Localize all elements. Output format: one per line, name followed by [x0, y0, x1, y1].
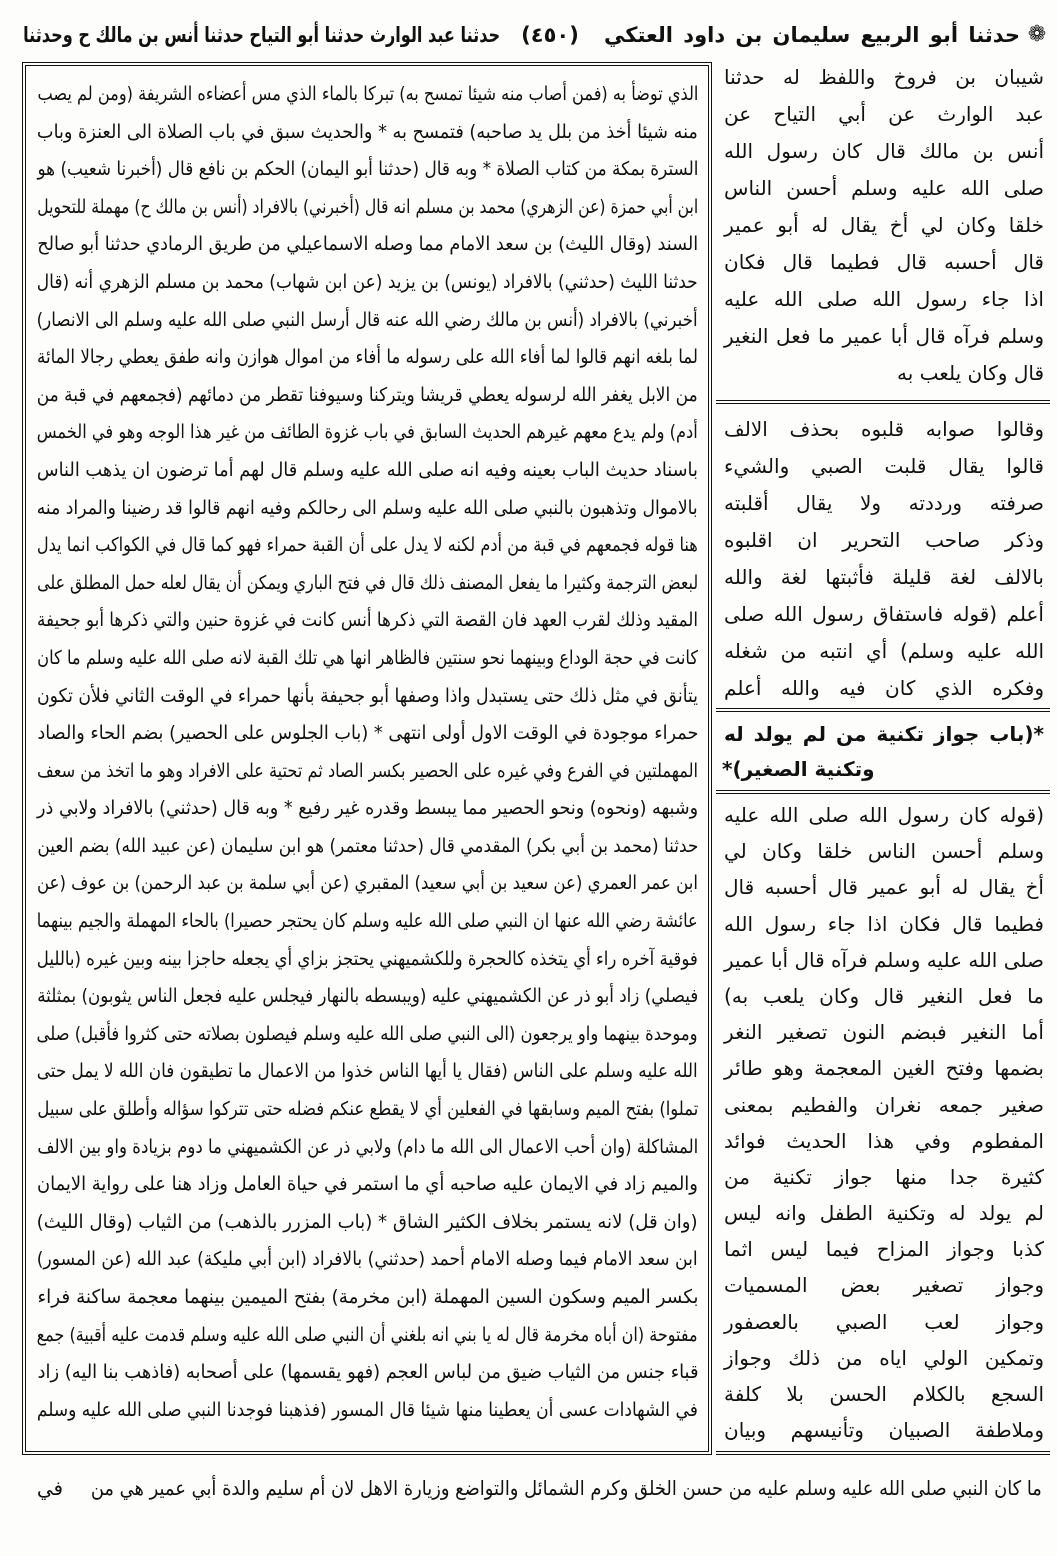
main-commentary-line-30: [36, 1166, 698, 1204]
line-text: بكسر الميم وسكون السين المهملة (ابن مخرمة) بفتح الميمين بينهما معجمة ساكنة فراء: [36, 1286, 698, 1308]
main-commentary-line-19: [36, 753, 698, 791]
line-text: بالاموال وتذهبون بالنبي صلى الله عليه وسلم الى رحالكم وفيه انهم قالوا قد رضينا والمراد منه: [37, 496, 698, 519]
line-text: السجع بالكلام الحسن بلا كلفة: [724, 1382, 1044, 1406]
footer-continuation-line: [90, 1468, 1042, 1508]
section-rule: [716, 1451, 1050, 1455]
main-commentary-line-1: [36, 76, 698, 114]
line-text: أدم) ولم يدع معهم غيرهم الحديث السابق في باب غزوة الطائف من غير هذا الوجه وهو في الخمس: [36, 421, 698, 444]
main-commentary-line-13: [36, 527, 698, 565]
line-text: أخبرني) بالافراد (أنس بن مالك رضي الله عنه قال أرسل النبي صلى الله عليه وسلم الى الانصار): [36, 308, 698, 331]
line-text: وجواز لعب الصبي بالعصفور: [724, 1309, 1044, 1334]
main-commentary-line-28: [36, 1091, 698, 1129]
line-text: وفكره الذي كان فيه والله أعلم: [724, 676, 1044, 700]
side-commentary-line-1: [722, 797, 1044, 833]
main-commentary-frame: [22, 62, 712, 1455]
main-commentary-line-24: [36, 941, 698, 979]
main-commentary-line-22: [36, 865, 698, 903]
side-hadith-line-6: [722, 244, 1044, 281]
line-text: بضمها وفتح الغين المعجمة وهو طائر: [724, 1056, 1044, 1081]
line-text: خلقا وكان لي أخ يقال له أبو عمير: [724, 213, 1044, 237]
line-text: فيصلي) زاد أبو ذر عن الكشميهني عليه (ويبسطه بالنهار فيجلس عليه فجعل الناس يثوبون) بمثلثة: [36, 985, 698, 1008]
side-hadith-line-5: [722, 207, 1044, 244]
main-commentary-line-16: [36, 640, 698, 678]
line-text: في الشهادات عسى أن يعطينا منها شيئا قال المسور (فذهبنا فوجدنا النبي صلى الله عليه وسلم: [37, 1398, 698, 1421]
line-text: كانت في حجة الوداع وبينهما نحو سنتين فالظاهر انها هي تلك القبة لانه صلى الله عليه وسلم ما كان: [36, 646, 698, 669]
line-text: أعلم (قوله فاستفاق رسول الله صلى: [724, 602, 1044, 626]
line-text: وسلم أحسن الناس خلقا وكان لي: [724, 839, 1044, 864]
line-text: صغير جمعه نغران والفطيم بمعنى: [724, 1092, 1044, 1117]
main-commentary-line-11: [36, 452, 698, 490]
line-text: قالوا يقال قلبت الصبي والشيء: [724, 454, 1044, 478]
line-text: كذبا وجواز المزاح فيما ليس اثما: [724, 1237, 1044, 1262]
chapter-heading: [722, 717, 1044, 787]
side-hadith-line-4: [722, 170, 1044, 207]
line-text: وذكر صاحب التحرير ان اقلبوه: [724, 528, 1044, 552]
line-text: (وان قل) لانه يستمر بخلاف الكثير الشاق * (باب المزرر بالذهب) من الثياب (وقال الليث): [37, 1210, 698, 1233]
main-commentary-line-6: [36, 264, 698, 302]
main-commentary-line-9: [36, 377, 698, 415]
main-commentary-line-20: [36, 790, 698, 828]
line-text: كثيرة جدا منها جواز تكنية من: [724, 1164, 1044, 1189]
line-text: المهملتين في الفرع وفي غيره على الحصير بكسر الصاد ثم تحتية على الافراد وهو ما اتخذ من سعف: [36, 759, 698, 782]
line-text: منه شيئا أخذ من بلل يد صاحبه) فتمسح به * والحديث سبق في باب الصلاة الى العنزة وباب: [37, 120, 698, 143]
line-text: صلى الله عليه وسلم أحسن الناس: [724, 176, 1044, 200]
page-number: [505, 14, 595, 56]
page-number-text: (٤٥٠): [521, 23, 579, 47]
side-hadith-text: [722, 59, 1044, 392]
main-commentary-line-3: [36, 151, 698, 189]
line-text: صرفته ورددته ولا يقال أقلبته: [724, 491, 1044, 515]
line-text: ابن عمر العمري (عن سعيد بن أبي سعيد) المقبري (عن أبي سلمة بن عبد الرحمن) بن عوف (عن: [36, 872, 698, 895]
line-text: عبد الوارث عن أبي التياح عن: [724, 102, 1044, 126]
chapter-heading-line-1: [722, 717, 1044, 752]
header-left-text: [22, 14, 500, 56]
main-commentary-text: [36, 76, 698, 1429]
line-text: المقيد وذلك لقرب العهد فان القصة التي ذكرها أنس كانت في غزوة حنين والتي ذكرها أبو جحيفة: [36, 609, 698, 632]
line-text: السترة بمكة من كتاب الصلاة * وبه قال (حدثنا أبو اليمان) الحكم بن نافع قال (أخبرنا شعيب) هو: [36, 158, 698, 181]
line-text: شيبان بن فروخ واللفظ له حدثنا: [724, 65, 1044, 89]
flower-ornament-icon: [1024, 16, 1050, 54]
side-commentary-line-11: [722, 1159, 1044, 1195]
line-text: لم يولد له وتكنية الطفل وانه ليس: [724, 1201, 1044, 1226]
side-commentary-line-6: [722, 978, 1044, 1014]
chapter-heading-line-2: [722, 752, 1044, 787]
line-text: وموحدة بينهما واو يرجعون (الى النبي صلى الله عليه وسلم فيصلون بصلاته حتى كثروا فأقبل) صلى: [36, 1022, 698, 1045]
line-text: حدثنا (محمد بن أبي بكر) المقدمي قال (حدثنا معتمر) هو ابن سليمان (عن عبيد الله) بضم العين: [37, 834, 698, 857]
side-commentary-line-15: [722, 1304, 1044, 1340]
side-commentary-line-7: [722, 1014, 1044, 1050]
line-text: أنس بن مالك قال كان رسول الله: [724, 139, 1044, 163]
line-text: باسناد حديث الباب بعينه وفيه انه صلى الله عليه وسلم قال لهم أما ترضون ان يذهب الناس: [36, 458, 698, 481]
side-hadith-line-7: [722, 281, 1044, 318]
side-commentary-line-2: [722, 833, 1044, 869]
side-commentary-line-16: [722, 1340, 1044, 1376]
line-text: ابن أبي حمزة (عن الزهري) محمد بن مسلم انه قال (أخبرني) بالافراد (أنس بن مالك ح) مهملة للتحويل: [37, 195, 698, 218]
line-text: من الابل يغفر الله لرسوله يعطي قريشا ويتركنا وسيوفنا تقطر من دمائهم (فجمعهم في قبة من: [37, 383, 698, 406]
side-column: [716, 55, 1050, 1455]
line-text: الله عليه وسلم) أي انتبه من شغله: [724, 639, 1044, 663]
side-hadith-line-1: [722, 59, 1044, 96]
side-hadith-line-8: [722, 318, 1044, 355]
side-commentary-line-3: [722, 869, 1044, 905]
main-commentary-line-25: [36, 978, 698, 1016]
line-text: الله عليه وسلم على الناس (فقال يا أيها الناس خذوا من الاعمال ما تطيقون فان الله لا يمل حتى: [36, 1060, 698, 1083]
line-text: وملاطفة الصبيان وتأنيسهم وبيان: [724, 1418, 1044, 1443]
catchword: [30, 1468, 70, 1508]
main-commentary-line-8: [36, 339, 698, 377]
section-rule: [716, 790, 1050, 794]
line-text: مفتوحة (ان أباه مخرمة قال له يا بني انه بلغني أن النبي صلى الله عليه وسلم قدمت عليه أقبية) جمع: [37, 1323, 698, 1346]
side-note-line-4: [722, 522, 1044, 559]
side-note-line-7: [722, 633, 1044, 670]
line-text: بالالف لغة قليلة فأثبتها لغة والله: [724, 565, 1044, 589]
header-right-text: [602, 14, 1020, 56]
main-commentary-line-27: [36, 1053, 698, 1091]
side-note-text: [722, 411, 1044, 707]
main-commentary-line-26: [36, 1016, 698, 1054]
main-commentary-line-7: [36, 302, 698, 340]
line-text: أما النغير فبضم النون تصغير النغر: [724, 1020, 1044, 1045]
line-text: ابن سعد الامام فيما وصله الامام أحمد (حدثني) بالافراد (ابن أبي مليكة) عبد الله (عن المسور): [37, 1248, 698, 1271]
main-commentary-line-32: [36, 1241, 698, 1279]
header-right-text-content: حدثنا أبو الربيع سليمان بن داود العتكي: [604, 23, 1020, 47]
line-text: وسلم فرآه قال أبا عمير ما فعل النغير: [724, 324, 1044, 348]
line-text: اذا جاء رسول الله صلى الله عليه: [724, 287, 1044, 311]
line-text: *(باب جواز تكنية من لم يولد له: [724, 722, 1044, 746]
side-commentary-text: [722, 797, 1044, 1448]
line-text: قال أحسبه قال فطيما قال فكان: [724, 250, 1044, 274]
section-rule: [716, 400, 1050, 404]
line-text: تملوا) بفتح الميم وسابقها في الفعلين أي لا يقطع عنكم فضله حتى تتركوا سؤاله وأطلق على سبيل: [37, 1098, 698, 1121]
side-note-line-6: [722, 596, 1044, 633]
line-text: هنا قوله فجمعهم في قبة من أدم لكنه لا يدل على أن القبة حمراء فهو كما قال في الكواكب انما يدل: [36, 534, 698, 557]
line-text: وجواز تصغير بعض المسميات: [724, 1273, 1044, 1298]
line-text: عائشة رضي الله عنها ان النبي صلى الله عليه وسلم كان يحتجر حصيرا) بالحاء المهملة والجيم بينهما: [36, 910, 698, 933]
header-left-text-content: حدثنا عبد الوارث حدثنا أبو التياح حدثنا أنس بن مالك ح وحدثنا: [23, 23, 500, 47]
line-text: الذي توضأ به (فمن أصاب منه شيئا تمسح به) تبركا بالماء الذي مس أعضاءه الشريفة (ومن لم يصب: [37, 83, 698, 105]
line-text: المشاكلة (وان أحب الاعمال الى الله ما دام) ولابي ذر عن الكشميهني ما دوم بزيادة واو بين الالف: [37, 1135, 698, 1158]
side-hadith-line-2: [722, 96, 1044, 133]
line-text: لبعض الترجمة وكثيرا ما يفعل المصنف ذلك قال في فتح الباري ويمكن أن يقال لعله حمل المطلق على: [37, 571, 698, 594]
line-text: يتأنق في مثل ذلك حتى يستبدل واذا وصفها أبو جحيفة بأنها حمراء في الوقت الثاني فلأن تكون: [37, 684, 698, 707]
line-text: ما فعل النغير قال وكان يلعب به): [724, 983, 1044, 1008]
main-commentary-line-31: [36, 1204, 698, 1242]
side-commentary-line-9: [722, 1087, 1044, 1123]
main-commentary-line-2: [36, 114, 698, 152]
line-text: قباء جنس من الثياب ضيق من لباس العجم (فهو يقسمها) على أصحابه (فاذهب بنا اليه) زاد: [37, 1361, 698, 1384]
main-commentary-line-17: [36, 678, 698, 716]
main-commentary-line-12: [36, 490, 698, 528]
side-note-line-5: [722, 559, 1044, 596]
line-text: لما بلغه انهم قالوا لما أفاء الله على رسوله ما أفاء من اموال هوازن وانه طفق يعطي رجالا المائة: [37, 346, 698, 369]
main-commentary-line-23: [36, 903, 698, 941]
main-commentary-line-35: [36, 1354, 698, 1392]
line-text: قال وكان يلعب به: [897, 361, 1044, 385]
side-commentary-line-10: [722, 1123, 1044, 1159]
line-text: صلى الله عليه وسلم فرآه قال أبا عمير: [723, 947, 1044, 972]
line-text: وقالوا صوابه قلبوه بحذف الالف: [724, 417, 1044, 441]
line-text: فطيما قال فكان اذا جاء رسول الله: [724, 911, 1044, 936]
side-note-line-8: [722, 670, 1044, 707]
side-commentary-line-13: [722, 1231, 1044, 1267]
line-text: فوقية آخره راء أي يتخذه كالحجرة وللكشميهني يحتجز بزاي أي يجعله حاجزا بينه وبين غيره (بالليل: [37, 947, 698, 970]
main-commentary-line-4: [36, 189, 698, 227]
main-commentary-line-36: [36, 1392, 698, 1430]
line-text: وشبهه (ونحوه) ونحو الحصير مما يبسط وقدره غير رفيع * وبه قال (حدثني) بالافراد ولابي ذر: [36, 797, 698, 820]
line-text: حمراء موجودة في الوقت الاول أولى انتهى * (باب الجلوس على الحصير) بضم الحاء والصاد: [36, 722, 698, 745]
footer-line-text: ما كان النبي صلى الله عليه وسلم عليه من حسن الخلق وكرم الشمائل والتواضع وزيارة الاهل لان أم سليم والدة أبي عمير هي من: [90, 1476, 1042, 1500]
main-commentary-line-34: [36, 1317, 698, 1355]
line-text: (قوله كان رسول الله صلى الله عليه: [724, 803, 1044, 827]
side-commentary-line-18: [722, 1412, 1044, 1448]
side-commentary-line-17: [722, 1376, 1044, 1412]
catchword-text: في: [36, 1476, 64, 1500]
side-hadith-line-9: [722, 355, 1044, 392]
line-text: والميم زاد في الايمان عليه صاحبه أي ما استمر في حياة العامل وزاد هنا على رواية الايمان: [37, 1173, 698, 1196]
side-commentary-line-14: [722, 1267, 1044, 1303]
main-commentary-line-21: [36, 828, 698, 866]
side-commentary-line-8: [722, 1050, 1044, 1086]
line-text: وتكنية الصغير)*: [722, 757, 875, 781]
side-note-line-1: [722, 411, 1044, 448]
line-text: السند (وقال الليث) بن سعد الامام مما وصله الاسماعيلي من طريق الرمادي حدثنا أبو صالح: [37, 233, 698, 256]
main-commentary-line-14: [36, 565, 698, 603]
line-text: حدثنا الليث (حدثني) بالافراد (يونس) بن يزيد (عن ابن شهاب) محمد بن مسلم الزهري أنه (قال: [37, 270, 698, 293]
line-text: أخ يقال له أبو عمير قال أحسبه قال: [724, 875, 1044, 900]
side-commentary-line-12: [722, 1195, 1044, 1231]
main-commentary-line-15: [36, 602, 698, 640]
side-hadith-line-3: [722, 133, 1044, 170]
main-commentary-line-10: [36, 414, 698, 452]
main-commentary-line-33: [36, 1279, 698, 1317]
side-commentary-line-5: [722, 942, 1044, 978]
line-text: المفطوم وفي هذا الحديث فوائد: [724, 1128, 1044, 1153]
section-rule: [716, 708, 1050, 712]
side-commentary-line-4: [722, 906, 1044, 942]
side-note-line-2: [722, 448, 1044, 485]
main-commentary-line-29: [36, 1129, 698, 1167]
line-text: وتمكين الولي اياه من ذلك وجواز: [724, 1345, 1044, 1370]
main-commentary-line-5: [36, 226, 698, 264]
side-note-line-3: [722, 485, 1044, 522]
main-commentary-line-18: [36, 715, 698, 753]
